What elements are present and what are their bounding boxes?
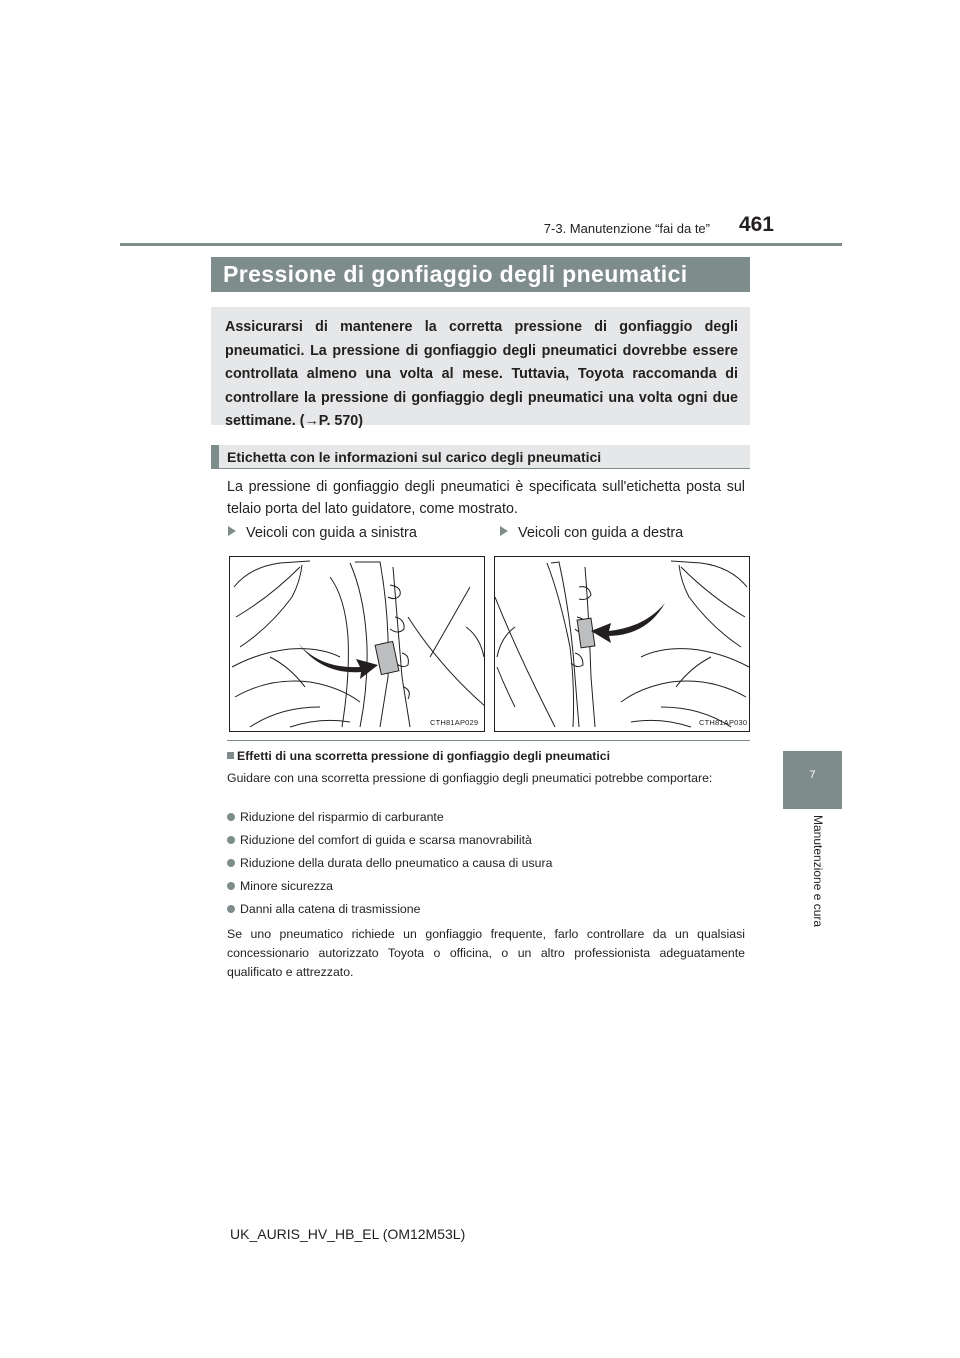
intro-text: Assicurarsi di mantenere la corretta pressione di gonfiaggio degli pneumatici. La pressione di gonfiaggio degli pneumatici dovrebbe essere controllata almeno una volta al mese. Tuttavia, Toyota raccomanda di controllare la pressione di gonfiaggio degli pneumatici una volta ogni due settimane. (→P. 570) [225,319,738,429]
chapter-number: 7 [809,769,816,781]
effects-heading-text: Effetti di una scorretta pressione di gonfiaggio degli pneumatici [237,749,611,763]
list-item-text: Minore sicurezza [240,879,333,893]
list-item [227,856,552,870]
list-item [227,810,444,824]
chapter-label: Manutenzione e cura [811,815,825,928]
label-highlight [577,618,595,648]
subsection-divider [211,468,750,469]
figure-code: CTH81AP029 [430,718,479,727]
figure-divider [227,740,750,741]
header-divider [120,243,842,246]
dot-icon [227,905,235,913]
list-item-text: Riduzione del risparmio di carburante [240,810,444,824]
arrow-icon [298,643,378,679]
arrow-icon [591,603,665,643]
list-item [227,879,333,893]
subsection-heading: Etichetta con le informazioni sul carico degli pneumatici [211,445,750,469]
dot-icon [227,836,235,844]
page-title: Pressione di gonfiaggio degli pneumatici [211,257,750,292]
chapter-tab[interactable] [783,751,842,809]
effects-intro: Guidare con una scorretta pressione di gonfiaggio degli pneumatici potrebbe comportare: [227,771,713,785]
figure-code: CTH81AP030 [699,718,748,727]
door-pillar-illustration [495,557,750,732]
section-title: 7-3. Manutenzione “fai da te” [543,221,710,236]
effects-heading [227,749,750,763]
triangle-right-icon [228,526,236,536]
door-pillar-illustration [230,557,485,732]
triangle-right-icon [500,526,508,536]
figure-caption-right [500,525,683,541]
figure-caption-left [228,525,417,541]
dot-icon [227,859,235,867]
page-number: 461 [738,213,774,236]
list-item-text: Riduzione della durata dello pneumatico a causa di usura [240,856,553,870]
body-paragraph: La pressione di gonfiaggio degli pneumatici è specificata sull'etichetta posta sul telaio porta del lato guidatore, come mostrato. [227,479,745,517]
dot-icon [227,882,235,890]
list-item [227,902,420,916]
figure-left-hand-drive [229,556,485,732]
dot-icon [227,813,235,821]
effects-closing-paragraph: Se uno pneumatico richiede un gonfiaggio frequente, farlo controllare da un qualsiasi concessionario autorizzato Toyota o officina, o un altro professionista adeguatamente qualificato e attrezzato. [227,927,745,979]
label-highlight [375,641,399,674]
caption-text: Veicoli con guida a sinistra [246,525,417,541]
list-item-text: Riduzione del comfort di guida e scarsa manovrabilità [240,833,532,847]
figure-right-hand-drive [494,556,750,732]
square-icon [227,752,234,759]
list-item-text: Danni alla catena di trasmissione [240,902,421,916]
footer-document-code: UK_AURIS_HV_HB_EL (OM12M53L) [230,1226,466,1242]
list-item [227,833,532,847]
caption-text: Veicoli con guida a destra [518,525,684,541]
intro-box [211,307,750,429]
